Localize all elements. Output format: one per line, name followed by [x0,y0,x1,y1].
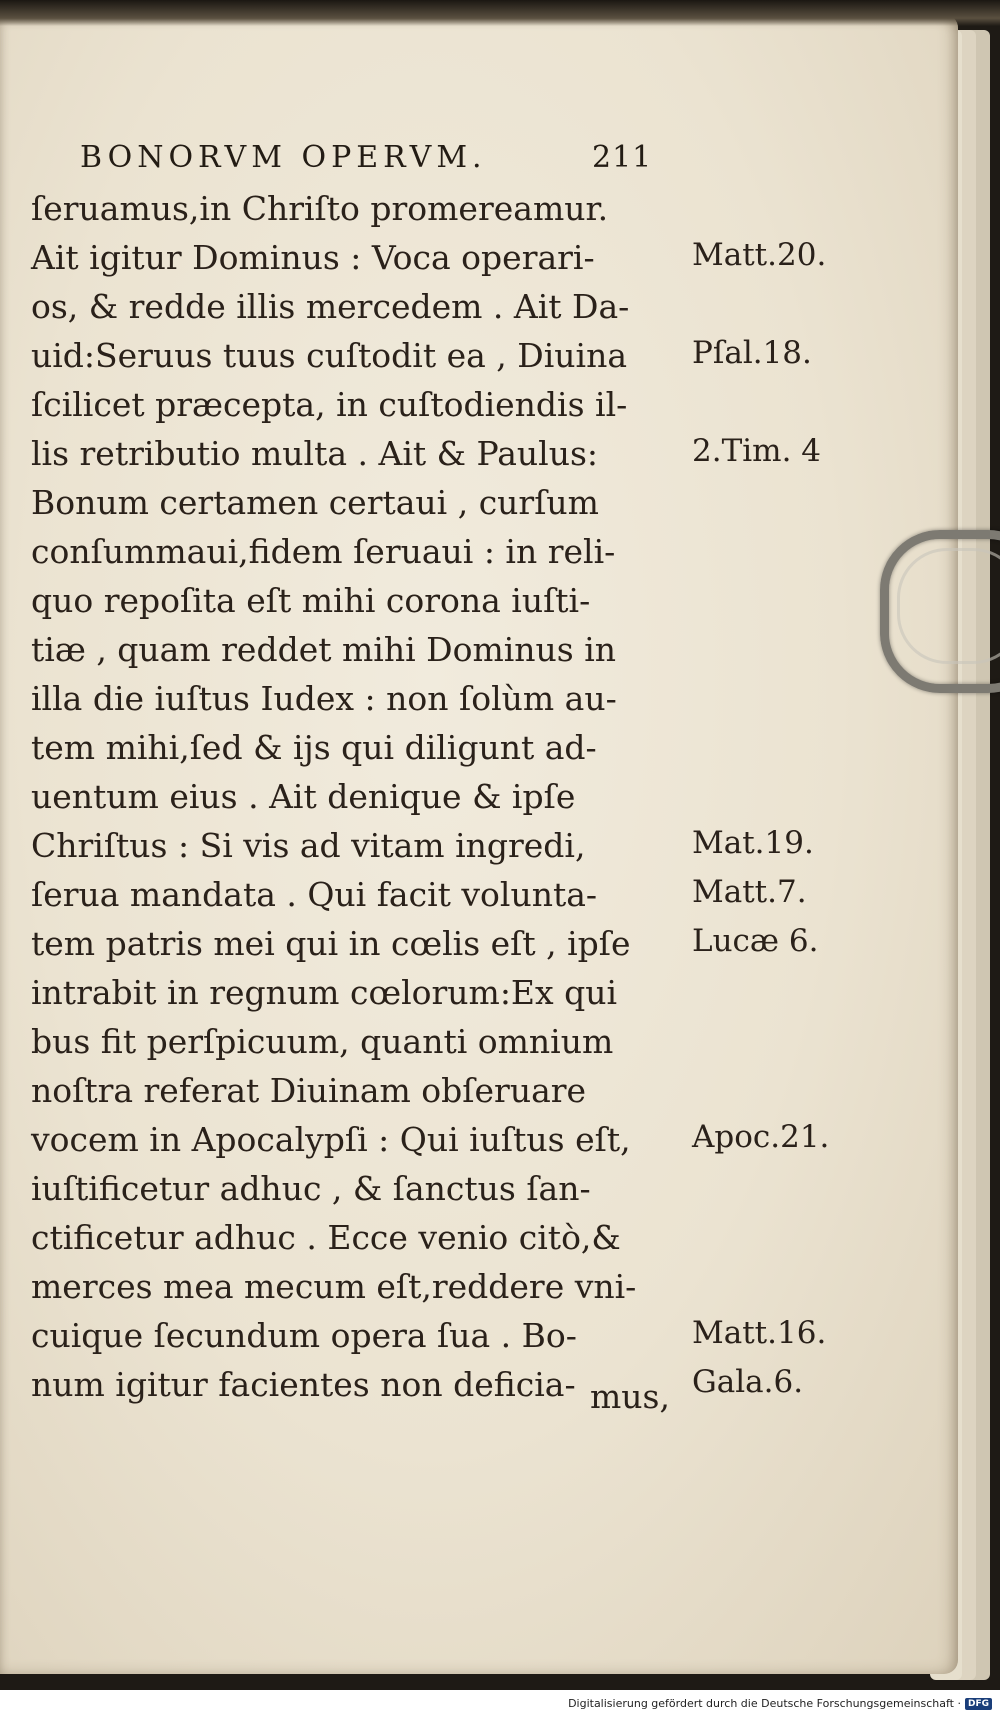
dfg-logo: DFG [965,1698,992,1710]
catchword: mus, [590,1377,670,1416]
page-number: 211 [592,140,653,175]
text-line: lis retributio multa . Ait & Paulus: [31,434,598,473]
text-line: intrabit in regnum cœlorum:Ex qui [31,973,618,1012]
marginal-note: Matt.7. [692,874,807,910]
running-head: BONORVM OPERVM. [80,140,487,175]
marginal-note: Matt.16. [692,1315,827,1351]
marginal-note: Apoc.21. [692,1119,830,1155]
text-line: Bonum certamen certaui , curſum [31,483,599,522]
text-line: noſtra referat Diuinam obſeruare [31,1071,587,1110]
binder-clip-highlight [897,548,1000,664]
marginal-note: Lucæ 6. [692,923,819,959]
text-line: os, & redde illis mercedem . Ait Da- [31,287,630,326]
text-line: ctificetur adhuc . Ecce venio citò,& [31,1218,621,1257]
text-line: tiæ , quam reddet mihi Dominus in [31,630,617,669]
marginal-note: 2.Tim. 4 [692,433,821,469]
marginal-note: Mat.19. [692,825,814,861]
marginal-note: Gala.6. [692,1364,804,1400]
text-line: bus fit perſpicuum, quanti omnium [31,1022,614,1061]
credit-text: Digitalisierung gefördert durch die Deutsche Forschungsgemeinschaft · [568,1697,961,1710]
text-line: tem patris mei qui in cœlis eſt , ipſe [31,924,631,963]
text-line: tem mihi,ſed & ijs qui diligunt ad- [31,728,597,767]
body-text [31,184,691,1409]
text-line: illa die iuſtus Iudex : non ſolùm au- [31,679,617,718]
text-line: Chriſtus : Si vis ad vitam ingredi, [31,826,586,865]
text-line: Ait igitur Dominus : Voca operari- [31,238,595,277]
text-line: ſcilicet præcepta, in cuſtodiendis il- [31,385,628,424]
text-line: conſummaui,fidem ſeruaui : in reli- [31,532,616,571]
text-line: ſeruamus,in Chriſto promereamur. [31,189,609,228]
top-binding-shadow [0,0,1000,26]
text-line: cuique ſecundum opera ſua . Bo- [31,1316,577,1355]
marginal-note: Pſal.18. [692,335,812,371]
page-header [80,140,680,180]
text-line: uentum eius . Ait denique & ipſe [31,777,576,816]
text-line: merces mea mecum eſt,reddere vni- [31,1267,637,1306]
text-line: iuſtificetur adhuc , & ſanctus ſan- [31,1169,591,1208]
text-line: num igitur facientes non deficia- [31,1365,576,1404]
marginal-note: Matt.20. [692,237,827,273]
text-line: ſerua mandata . Qui facit volunta- [31,875,598,914]
text-line: quo repoſita eſt mihi corona iuſti- [31,581,591,620]
text-line: uid:Seruus tuus cuſtodit ea , Diuina [31,336,628,375]
text-line: vocem in Apocalypſi : Qui iuſtus eſt, [31,1120,631,1159]
digitization-credit [568,1697,992,1710]
